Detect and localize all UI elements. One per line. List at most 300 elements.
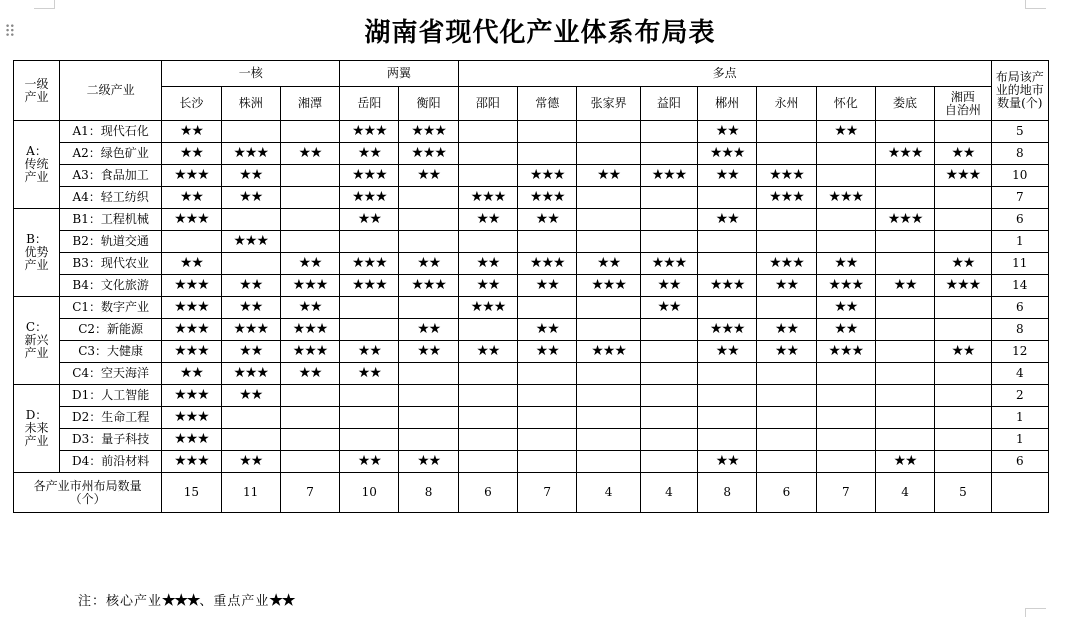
star-cell xyxy=(698,385,757,407)
star-cell xyxy=(816,429,875,451)
star-cell xyxy=(816,385,875,407)
star-cell xyxy=(935,231,991,253)
total-cell: 8 xyxy=(399,473,458,513)
star-cell xyxy=(458,451,517,473)
star-cell: ★★ xyxy=(221,187,280,209)
category-cell: D： 未来 产业 xyxy=(14,385,60,473)
count-cell: 6 xyxy=(991,451,1048,473)
star-cell xyxy=(640,407,697,429)
star-cell: ★★ xyxy=(221,275,280,297)
star-cell: ★★ xyxy=(340,363,399,385)
star-cell xyxy=(280,429,339,451)
star-cell: ★★★ xyxy=(162,319,221,341)
count-cell: 10 xyxy=(991,165,1048,187)
star-cell: ★★★ xyxy=(458,187,517,209)
table-row xyxy=(14,231,1049,253)
star-cell: ★★ xyxy=(399,451,458,473)
star-cell: ★★★ xyxy=(577,341,640,363)
city-header: 张家界 xyxy=(577,87,640,121)
subindustry-cell: D2：生命工程 xyxy=(60,407,162,429)
count-cell: 1 xyxy=(991,407,1048,429)
star-cell: ★★★ xyxy=(162,429,221,451)
table-row xyxy=(14,187,1049,209)
city-header-row xyxy=(14,87,1049,121)
star-cell xyxy=(399,209,458,231)
city-header: 永州 xyxy=(757,87,816,121)
star-cell xyxy=(340,297,399,319)
total-cell: 5 xyxy=(935,473,991,513)
star-cell xyxy=(816,451,875,473)
star-cell: ★★ xyxy=(162,363,221,385)
star-cell xyxy=(935,187,991,209)
total-cell: 8 xyxy=(698,473,757,513)
star-cell xyxy=(640,143,697,165)
page-corner-mark xyxy=(34,0,55,9)
star-cell: ★★ xyxy=(458,275,517,297)
star-cell: ★★ xyxy=(221,451,280,473)
star-cell xyxy=(458,385,517,407)
totals-row xyxy=(14,473,1049,513)
star-cell: ★★★ xyxy=(816,341,875,363)
star-cell xyxy=(280,121,339,143)
star-cell xyxy=(577,385,640,407)
star-cell xyxy=(935,121,991,143)
star-cell xyxy=(698,429,757,451)
table-row xyxy=(14,165,1049,187)
count-cell: 6 xyxy=(991,209,1048,231)
table-row xyxy=(14,319,1049,341)
city-header: 益阳 xyxy=(640,87,697,121)
total-cell: 10 xyxy=(340,473,399,513)
star-cell: ★★ xyxy=(816,253,875,275)
star-cell xyxy=(399,407,458,429)
star-cell xyxy=(162,231,221,253)
star-cell xyxy=(640,121,697,143)
total-cell: 15 xyxy=(162,473,221,513)
table-header-row xyxy=(14,61,1049,87)
subindustry-cell: C3：大健康 xyxy=(60,341,162,363)
star-cell xyxy=(340,231,399,253)
star-cell xyxy=(698,231,757,253)
star-cell: ★★★ xyxy=(757,165,816,187)
star-cell xyxy=(757,429,816,451)
star-cell xyxy=(399,297,458,319)
star-cell xyxy=(757,209,816,231)
star-cell: ★★ xyxy=(935,341,991,363)
star-cell: ★★★ xyxy=(340,253,399,275)
star-cell: ★★ xyxy=(340,341,399,363)
star-cell xyxy=(875,429,934,451)
star-cell: ★★ xyxy=(640,297,697,319)
star-cell: ★★ xyxy=(280,143,339,165)
star-cell: ★★★ xyxy=(280,341,339,363)
star-cell: ★★ xyxy=(458,209,517,231)
city-header: 湘潭 xyxy=(280,87,339,121)
star-cell xyxy=(577,429,640,451)
count-cell: 8 xyxy=(991,319,1048,341)
table-row xyxy=(14,385,1049,407)
star-cell: ★★ xyxy=(698,165,757,187)
star-cell: ★★ xyxy=(577,253,640,275)
star-cell xyxy=(698,297,757,319)
star-cell xyxy=(816,231,875,253)
total-cell: 11 xyxy=(221,473,280,513)
star-cell: ★★ xyxy=(221,297,280,319)
group-header-core: 一核 xyxy=(162,61,340,87)
star-cell xyxy=(399,187,458,209)
total-cell: 4 xyxy=(875,473,934,513)
table-row xyxy=(14,121,1049,143)
star-cell: ★★★ xyxy=(399,275,458,297)
subindustry-cell: A1：现代石化 xyxy=(60,121,162,143)
star-cell: ★★★ xyxy=(518,165,577,187)
star-cell xyxy=(221,407,280,429)
star-cell xyxy=(577,209,640,231)
star-cell: ★★★ xyxy=(816,275,875,297)
star-cell: ★★ xyxy=(816,121,875,143)
count-cell: 2 xyxy=(991,385,1048,407)
star-cell xyxy=(935,451,991,473)
star-cell xyxy=(221,429,280,451)
subindustry-cell: B1：工程机械 xyxy=(60,209,162,231)
star-cell: ★★ xyxy=(280,363,339,385)
table-row xyxy=(14,275,1049,297)
category-cell: A： 传统 产业 xyxy=(14,121,60,209)
table-row xyxy=(14,143,1049,165)
total-cell: 6 xyxy=(757,473,816,513)
star-cell xyxy=(875,253,934,275)
star-cell: ★★ xyxy=(458,341,517,363)
star-cell: ★★★ xyxy=(221,143,280,165)
star-cell xyxy=(757,297,816,319)
star-cell xyxy=(577,297,640,319)
star-cell: ★★★ xyxy=(875,209,934,231)
category-cell: B： 优势 产业 xyxy=(14,209,60,297)
subindustry-cell: D1：人工智能 xyxy=(60,385,162,407)
star-cell xyxy=(816,209,875,231)
star-cell xyxy=(399,385,458,407)
star-cell: ★★★ xyxy=(340,275,399,297)
note-middle: 、重点产业 xyxy=(199,594,270,609)
star-cell: ★★★ xyxy=(162,275,221,297)
star-cell: ★★ xyxy=(399,341,458,363)
star-cell: ★★ xyxy=(458,253,517,275)
star-cell: ★★ xyxy=(757,341,816,363)
star-cell: ★★ xyxy=(935,143,991,165)
star-cell: ★★★ xyxy=(280,275,339,297)
star-cell xyxy=(640,319,697,341)
star-cell xyxy=(280,385,339,407)
star-cell xyxy=(458,165,517,187)
star-cell xyxy=(221,209,280,231)
category-cell: C： 新兴 产业 xyxy=(14,297,60,385)
star-cell xyxy=(458,407,517,429)
star-cell: ★★★ xyxy=(340,121,399,143)
star-cell: ★★ xyxy=(757,275,816,297)
star-cell: ★★★ xyxy=(518,253,577,275)
star-cell xyxy=(458,429,517,451)
star-cell: ★★ xyxy=(816,297,875,319)
total-cell: 7 xyxy=(280,473,339,513)
star-cell xyxy=(757,231,816,253)
star-cell: ★★★ xyxy=(162,297,221,319)
page-corner-mark xyxy=(1025,608,1046,617)
star-cell xyxy=(875,121,934,143)
star-cell: ★★★ xyxy=(875,143,934,165)
count-header: 布局该产 业的地市 数量(个) xyxy=(991,61,1048,121)
subindustry-cell: D3：量子科技 xyxy=(60,429,162,451)
count-cell: 1 xyxy=(991,231,1048,253)
star-cell xyxy=(577,187,640,209)
star-cell xyxy=(875,319,934,341)
star-cell xyxy=(757,451,816,473)
group-header-wings: 两翼 xyxy=(340,61,459,87)
star-cell xyxy=(935,407,991,429)
star-cell xyxy=(640,187,697,209)
star-cell xyxy=(640,209,697,231)
star-cell: ★★ xyxy=(280,253,339,275)
star-cell xyxy=(757,363,816,385)
subindustry-cell: D4：前沿材料 xyxy=(60,451,162,473)
star-cell xyxy=(399,231,458,253)
star-cell: ★★ xyxy=(698,121,757,143)
table-row xyxy=(14,297,1049,319)
star-cell xyxy=(757,407,816,429)
industry-layout-table xyxy=(13,60,1049,513)
note-prefix: 注：核心产业 xyxy=(78,594,163,609)
star-cell xyxy=(875,341,934,363)
star-cell: ★★ xyxy=(162,121,221,143)
city-header: 常德 xyxy=(518,87,577,121)
star-cell xyxy=(577,319,640,341)
level1-header: 一级 产业 xyxy=(14,61,60,121)
star-cell xyxy=(875,297,934,319)
star-cell: ★★ xyxy=(399,253,458,275)
star-cell xyxy=(577,407,640,429)
star-cell xyxy=(577,143,640,165)
star-cell: ★★★ xyxy=(640,253,697,275)
star-cell: ★★ xyxy=(340,143,399,165)
star-cell: ★★★ xyxy=(816,187,875,209)
city-header: 郴州 xyxy=(698,87,757,121)
star-cell xyxy=(577,363,640,385)
star-cell: ★★ xyxy=(162,143,221,165)
star-cell: ★★ xyxy=(935,253,991,275)
city-header: 衡阳 xyxy=(399,87,458,121)
star-cell xyxy=(399,363,458,385)
star-cell: ★★★ xyxy=(698,275,757,297)
star-cell: ★★★ xyxy=(577,275,640,297)
star-cell xyxy=(757,121,816,143)
count-cell: 1 xyxy=(991,429,1048,451)
count-cell: 7 xyxy=(991,187,1048,209)
city-header: 湘西 自治州 xyxy=(935,87,991,121)
star-cell: ★★ xyxy=(340,209,399,231)
subindustry-cell: B3：现代农业 xyxy=(60,253,162,275)
star-cell xyxy=(518,407,577,429)
star-cell xyxy=(640,451,697,473)
count-cell: 12 xyxy=(991,341,1048,363)
level2-header: 二级产业 xyxy=(60,61,162,121)
star-cell: ★★ xyxy=(340,451,399,473)
star-cell: ★★★ xyxy=(162,341,221,363)
star-cell: ★★★ xyxy=(935,275,991,297)
subindustry-cell: A4：轻工纺织 xyxy=(60,187,162,209)
star-cell: ★★ xyxy=(698,341,757,363)
star-cell: ★★ xyxy=(698,451,757,473)
table-row xyxy=(14,451,1049,473)
subindustry-cell: A3：食品加工 xyxy=(60,165,162,187)
star-cell: ★★ xyxy=(221,165,280,187)
star-cell: ★★ xyxy=(577,165,640,187)
star-cell xyxy=(875,165,934,187)
table-row xyxy=(14,209,1049,231)
star-cell: ★★★ xyxy=(340,165,399,187)
total-cell: 7 xyxy=(816,473,875,513)
star-cell: ★★★ xyxy=(399,143,458,165)
star-cell xyxy=(221,253,280,275)
star-cell xyxy=(640,385,697,407)
star-cell xyxy=(757,385,816,407)
star-cell xyxy=(518,297,577,319)
star-cell xyxy=(518,231,577,253)
star-cell: ★★★ xyxy=(162,165,221,187)
page-corner-mark xyxy=(1025,0,1046,9)
star-cell xyxy=(875,231,934,253)
star-cell: ★★ xyxy=(399,319,458,341)
total-cell: 4 xyxy=(640,473,697,513)
star-cell xyxy=(577,121,640,143)
city-header: 怀化 xyxy=(816,87,875,121)
star-cell xyxy=(340,407,399,429)
star-cell xyxy=(280,231,339,253)
subindustry-cell: A2：绿色矿业 xyxy=(60,143,162,165)
star-cell xyxy=(280,451,339,473)
star-cell xyxy=(577,231,640,253)
star-cell xyxy=(458,319,517,341)
star-cell xyxy=(935,385,991,407)
star-cell: ★★★ xyxy=(518,187,577,209)
count-cell: 14 xyxy=(991,275,1048,297)
star-cell xyxy=(280,209,339,231)
star-cell xyxy=(640,363,697,385)
document-title: 湖南省现代化产业体系布局表 xyxy=(364,18,716,48)
star-cell xyxy=(875,363,934,385)
star-cell xyxy=(340,429,399,451)
city-header: 株洲 xyxy=(221,87,280,121)
star-cell xyxy=(875,187,934,209)
star-cell xyxy=(816,143,875,165)
star-cell xyxy=(340,319,399,341)
star-cell xyxy=(698,253,757,275)
table-row xyxy=(14,429,1049,451)
count-cell: 11 xyxy=(991,253,1048,275)
star-cell xyxy=(875,407,934,429)
star-cell xyxy=(340,385,399,407)
star-cell xyxy=(458,231,517,253)
star-cell: ★★★ xyxy=(221,363,280,385)
star-cell: ★★ xyxy=(816,319,875,341)
group-header-points: 多点 xyxy=(458,61,991,87)
star-cell xyxy=(221,121,280,143)
star-cell xyxy=(280,187,339,209)
star-cell: ★★★ xyxy=(162,407,221,429)
count-cell: 4 xyxy=(991,363,1048,385)
table-body xyxy=(14,121,1049,513)
star-cell: ★★★ xyxy=(221,231,280,253)
star-cell: ★★ xyxy=(162,253,221,275)
star-cell xyxy=(698,363,757,385)
star-cell xyxy=(935,297,991,319)
key-industry-stars: ★★ xyxy=(269,591,295,609)
star-cell xyxy=(816,363,875,385)
star-cell: ★★ xyxy=(698,209,757,231)
total-cell: 6 xyxy=(458,473,517,513)
legend-note xyxy=(78,590,294,609)
star-cell: ★★★ xyxy=(757,253,816,275)
total-cell: 7 xyxy=(518,473,577,513)
star-cell: ★★★ xyxy=(698,319,757,341)
core-industry-stars: ★★★ xyxy=(162,591,200,609)
star-cell: ★★ xyxy=(162,187,221,209)
star-cell xyxy=(280,407,339,429)
star-cell xyxy=(458,121,517,143)
star-cell xyxy=(935,319,991,341)
star-cell: ★★ xyxy=(399,165,458,187)
star-cell: ★★★ xyxy=(935,165,991,187)
count-cell: 6 xyxy=(991,297,1048,319)
star-cell: ★★ xyxy=(518,275,577,297)
star-cell xyxy=(640,341,697,363)
star-cell xyxy=(518,451,577,473)
star-cell: ★★★ xyxy=(698,143,757,165)
star-cell xyxy=(577,451,640,473)
star-cell: ★★★ xyxy=(162,451,221,473)
star-cell: ★★★ xyxy=(399,121,458,143)
star-cell: ★★ xyxy=(221,385,280,407)
star-cell xyxy=(518,363,577,385)
subindustry-cell: B4：文化旅游 xyxy=(60,275,162,297)
star-cell xyxy=(935,363,991,385)
table-row xyxy=(14,341,1049,363)
star-cell: ★★★ xyxy=(162,209,221,231)
star-cell: ★★ xyxy=(518,319,577,341)
subindustry-cell: B2：轨道交通 xyxy=(60,231,162,253)
table-row xyxy=(14,253,1049,275)
star-cell: ★★ xyxy=(280,297,339,319)
star-cell: ★★ xyxy=(757,319,816,341)
city-header: 娄底 xyxy=(875,87,934,121)
star-cell: ★★ xyxy=(640,275,697,297)
star-cell: ★★★ xyxy=(162,385,221,407)
star-cell xyxy=(518,429,577,451)
star-cell xyxy=(935,429,991,451)
city-header: 岳阳 xyxy=(340,87,399,121)
subindustry-cell: C2：新能源 xyxy=(60,319,162,341)
star-cell xyxy=(640,429,697,451)
star-cell xyxy=(816,165,875,187)
table-row xyxy=(14,407,1049,429)
star-cell xyxy=(757,143,816,165)
star-cell xyxy=(399,429,458,451)
star-cell xyxy=(698,407,757,429)
table-row xyxy=(14,363,1049,385)
star-cell: ★★ xyxy=(875,451,934,473)
subindustry-cell: C1：数字产业 xyxy=(60,297,162,319)
star-cell xyxy=(935,209,991,231)
drag-handle-icon[interactable]: ⠿ xyxy=(4,22,14,41)
city-header: 邵阳 xyxy=(458,87,517,121)
